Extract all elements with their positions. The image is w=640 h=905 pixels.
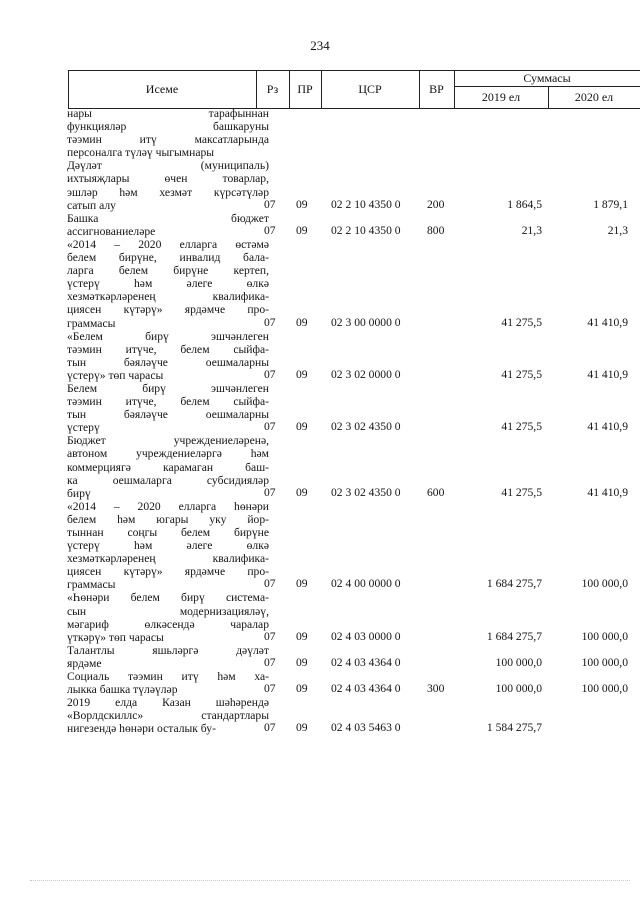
row-name-line: «Һөнәри белем бирү системa-: [67, 591, 269, 605]
row-name-line: сатып алу: [67, 198, 116, 212]
row-sum-2019: 100 000,0: [495, 682, 542, 696]
row-name: [67, 670, 269, 696]
page-bottom-edge: [30, 880, 630, 881]
row-name-line: тыннан соңгы белем бирүне: [67, 526, 269, 539]
row-name-line: «Ворлдскиллс» стандартлары: [67, 709, 269, 723]
row-name-line: үткәрү» төп чарасы: [67, 630, 164, 644]
table-row: [0, 591, 640, 643]
row-sum-2020: 1 879,1: [593, 197, 628, 211]
row-sum-2020: 21,3: [607, 223, 628, 237]
row-name-line: ассигнованиеләре: [67, 224, 156, 238]
row-name-line: Бюджет учреждениеләренә,: [67, 434, 269, 448]
header-name: Исеме: [145, 82, 179, 96]
row-rz: 07: [264, 721, 276, 735]
row-name-line: нары тарафыннан: [67, 107, 269, 120]
row-sum-2019: 1 684 275,7: [486, 577, 542, 591]
row-pr: 09: [296, 485, 308, 499]
table-row: [0, 107, 640, 159]
header-csr: ЦСР: [358, 82, 382, 96]
row-pr: 09: [296, 223, 308, 237]
row-csr: 02 3 00 0000 0: [331, 315, 401, 329]
row-pr: 09: [296, 367, 308, 381]
row-csr: 02 4 03 0000 0: [331, 629, 401, 643]
row-sum-2020: 100 000,0: [581, 577, 628, 591]
row-vr: 200: [427, 197, 445, 211]
row-rz: 07: [264, 197, 276, 211]
row-csr: 02 4 00 0000 0: [331, 577, 401, 591]
row-name: [67, 591, 269, 643]
row-csr: 02 3 02 0000 0: [331, 367, 401, 381]
row-sum-2020: 41 410,9: [587, 315, 628, 329]
row-name-line: 2019 елда Казан шәһәрендә: [67, 696, 269, 710]
header-sum: Суммасы: [523, 71, 571, 85]
table-row: [0, 159, 640, 211]
row-name-line: граммасы: [67, 578, 116, 592]
row-rz: 07: [264, 577, 276, 591]
row-sum-2020: 100 000,0: [581, 629, 628, 643]
table-row: [0, 696, 640, 735]
header-vr: ВР: [429, 82, 444, 96]
row-name-line: Талантлы яшьләргә дәүләт: [67, 643, 269, 657]
row-name-line: Белем бирү эшчәнлеген: [67, 381, 269, 395]
row-rz: 07: [264, 655, 276, 669]
row-name-line: тын бәяләүче оешмаларны: [67, 355, 269, 369]
row-sum-2020: 41 410,9: [587, 485, 628, 499]
table-row: [0, 434, 640, 499]
row-name-line: белем һәм югары уку йор-: [67, 512, 269, 526]
row-name-line: Социаль тәэмин итү һәм ха-: [67, 670, 269, 684]
row-sum-2019: 100 000,0: [495, 655, 542, 669]
row-name-line: лыкка башка түләүләр: [67, 683, 178, 697]
table-row: [0, 500, 640, 592]
row-vr: 600: [427, 485, 445, 499]
row-pr: 09: [296, 577, 308, 591]
row-name-line: хезмәткәрләренең квалифика-: [67, 290, 269, 304]
row-name-line: тәэмин итүче, белем сыйфа-: [67, 395, 269, 409]
row-sum-2020: 41 410,9: [587, 367, 628, 381]
row-vr: 300: [427, 682, 445, 696]
header-year-2019: 2019 ел: [481, 90, 521, 104]
row-sum-2019: 41 275,5: [501, 485, 542, 499]
row-name-line: ихтыяҗлары өчен товарлар,: [67, 172, 269, 186]
row-sum-2019: 1 864,5: [507, 197, 542, 211]
row-rz: 07: [264, 315, 276, 329]
row-name: [67, 382, 269, 434]
row-name: [67, 434, 269, 499]
row-rz: 07: [264, 485, 276, 499]
row-csr: 02 3 02 4350 0: [331, 485, 401, 499]
row-rz: 07: [264, 629, 276, 643]
row-pr: 09: [296, 420, 308, 434]
row-name-line: циясен күтәрү» ярдәмче про-: [67, 565, 269, 579]
row-sum-2020: 100 000,0: [581, 682, 628, 696]
row-name-line: тын бәяләүче оешмаларны: [67, 408, 269, 422]
table-row: [0, 644, 640, 670]
header-pr: ПР: [297, 82, 313, 96]
row-rz: 07: [264, 420, 276, 434]
row-name-line: тәэмин итү максатларында: [67, 133, 269, 147]
row-name: [67, 500, 269, 592]
header-rz: Рз: [266, 82, 279, 96]
page-number: 234: [310, 38, 330, 53]
row-csr: 02 2 10 4350 0: [331, 223, 401, 237]
row-name: [67, 107, 269, 159]
row-pr: 09: [296, 197, 308, 211]
row-name-line: Башка бюджет: [67, 211, 269, 225]
row-name: [67, 330, 269, 382]
row-name-line: автоном учреждениеләргә һәм: [67, 447, 269, 461]
row-rz: 07: [264, 367, 276, 381]
row-name: [67, 696, 269, 735]
row-name: [67, 644, 269, 670]
row-pr: 09: [296, 655, 308, 669]
row-sum-2019: 21,3: [521, 223, 542, 237]
row-name: [67, 238, 269, 330]
row-name: [67, 159, 269, 211]
header-year-2020: 2020 ел: [574, 90, 614, 104]
row-name-line: мәгариф өлкәсендә чаралар: [67, 617, 269, 631]
row-rz: 07: [264, 682, 276, 696]
row-pr: 09: [296, 315, 308, 329]
row-name-line: коммерциягә карамаган баш-: [67, 460, 269, 474]
row-csr: 02 4 03 4364 0: [331, 655, 401, 669]
row-name-line: хезмәткәрләренең квалифика-: [67, 552, 269, 566]
row-name-line: персоналга түләү чыгымнары: [67, 146, 215, 160]
row-sum-2020: 100 000,0: [581, 655, 628, 669]
row-sum-2020: 41 410,9: [587, 420, 628, 434]
row-name-line: нигезендә һөнәри осталык бу-: [67, 722, 216, 736]
row-pr: 09: [296, 629, 308, 643]
row-name: [67, 212, 269, 238]
row-sum-2019: 1 584 275,7: [486, 721, 542, 735]
row-sum-2019: 41 275,5: [501, 367, 542, 381]
row-sum-2019: 1 684 275,7: [486, 629, 542, 643]
row-name-line: сын модернизацияләү,: [67, 604, 269, 618]
row-sum-2019: 41 275,5: [501, 315, 542, 329]
table-row: [0, 382, 640, 434]
row-name-line: үстерү» төп чарасы: [67, 368, 164, 382]
row-pr: 09: [296, 682, 308, 696]
row-name-line: эшләр һәм хезмәт күрсәтүләр: [67, 185, 269, 199]
row-name-line: «Белем бирү эшчәнлеген: [67, 329, 269, 343]
row-csr: 02 2 10 4350 0: [331, 197, 401, 211]
row-name-line: үстерү һәм әлеге өлкә: [67, 277, 269, 291]
row-name-line: белем бирүне, инвалид бала-: [67, 251, 269, 265]
row-name-line: ларга белем бирүне кертеп,: [67, 264, 269, 278]
row-csr: 02 4 03 4364 0: [331, 682, 401, 696]
row-name-line: тәэмин итүче, белем сыйфа-: [67, 342, 269, 356]
row-sum-2019: 41 275,5: [501, 420, 542, 434]
row-name-line: функцияләр башкаруны: [67, 120, 269, 134]
row-name-line: граммасы: [67, 316, 116, 330]
table-row: [0, 330, 640, 382]
row-rz: 07: [264, 223, 276, 237]
budget-table-body: [0, 107, 640, 736]
row-name-line: ярдәме: [67, 656, 102, 670]
table-row: [0, 212, 640, 238]
row-name-line: бирү: [67, 486, 91, 500]
row-name-line: «2014 – 2020 елларга һөнәри: [67, 499, 269, 513]
row-name-line: «2014 – 2020 елларга өстәмә: [67, 237, 269, 251]
row-vr: 800: [427, 223, 445, 237]
row-name-line: ка оешмаларга субсидияләр: [67, 473, 269, 487]
row-pr: 09: [296, 721, 308, 735]
row-name-line: үстерү һәм әлеге өлкә: [67, 539, 269, 553]
row-csr: 02 4 03 5463 0: [331, 721, 401, 735]
table-row: [0, 670, 640, 696]
table-row: [0, 238, 640, 330]
row-csr: 02 3 02 4350 0: [331, 420, 401, 434]
row-name-line: үстерү: [67, 421, 100, 435]
row-name-line: Дәүләт (муниципаль): [67, 159, 269, 173]
row-name-line: циясен күтәрү» ярдәмче про-: [67, 303, 269, 317]
